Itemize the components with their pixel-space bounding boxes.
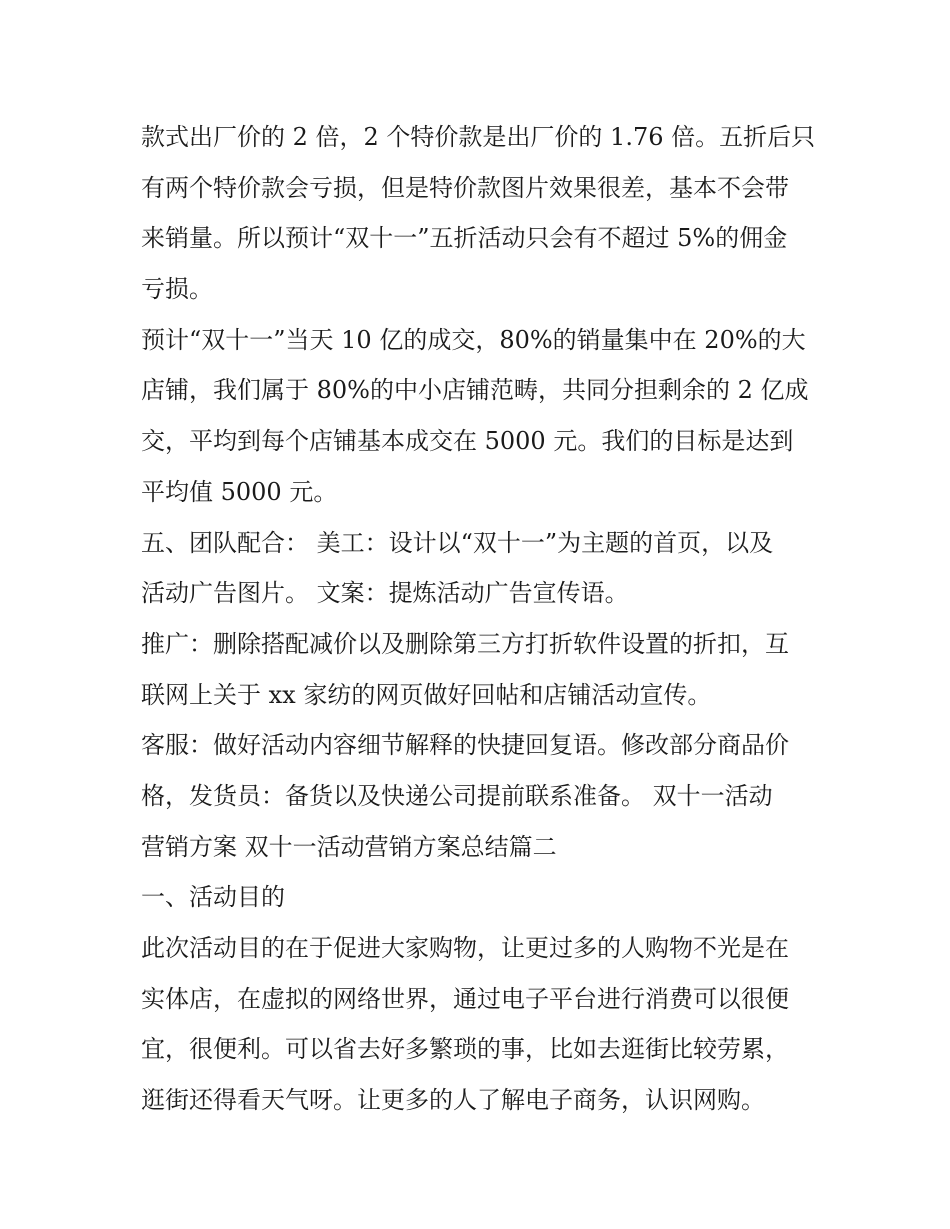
text-line: 亏损。 [141, 275, 213, 304]
text-line: 活动广告图片。 文案：提炼活动广告宣传语。 [141, 579, 629, 608]
text-line: 款式出厂价的 2 倍，2 个特价款是出厂价的 1.76 倍。五折后只 [141, 123, 816, 151]
text-line: 平均值 5000 元。 [141, 477, 338, 506]
text-line: 宜，很便利。可以省去好多繁琐的事，比如去逛街比较劳累， [141, 1035, 789, 1064]
text-line: 推广：删除搭配减价以及删除第三方打折软件设置的折扣，互 [141, 629, 789, 658]
text-line: 格，发货员：备货以及快递公司提前联系准备。 双十一活动 [141, 781, 773, 810]
section-heading: 一、活动目的 [141, 883, 285, 912]
document-body [141, 112, 821, 1126]
text-line: 客服：做好活动内容细节解释的快捷回复语。修改部分商品价 [141, 731, 789, 760]
text-line: 此次活动目的在于促进大家购物，让更过多的人购物不光是在 [141, 934, 789, 962]
text-line: 实体店，在虚拟的网络世界，通过电子平台进行消费可以很便 [141, 984, 789, 1013]
text-line: 交，平均到每个店铺基本成交在 5000 元。我们的目标是达到 [141, 427, 794, 456]
text-line: 逛街还得看天气呀。让更多的人了解电子商务，认识网购。 [141, 1086, 765, 1115]
text-line: 有两个特价款会亏损，但是特价款图片效果很差，基本不会带 [141, 173, 789, 202]
text-line: 店铺，我们属于 80%的中小店铺范畴，共同分担剩余的 2 亿成 [141, 376, 809, 405]
text-line: 联网上关于 xx 家纺的网页做好回帖和店铺活动宣传。 [141, 680, 712, 709]
section-heading: 五、团队配合： 美工：设计以“双十一”为主题的首页，以及 [141, 528, 774, 557]
text-line: 营销方案 双十一活动营销方案总结篇二 [141, 832, 557, 861]
text-line: 来销量。所以预计“双十一”五折活动只会有不超过 5%的佣金 [141, 224, 788, 253]
text-line: 预计“双十一”当天 10 亿的成交，80%的销量集中在 20%的大 [141, 325, 806, 354]
